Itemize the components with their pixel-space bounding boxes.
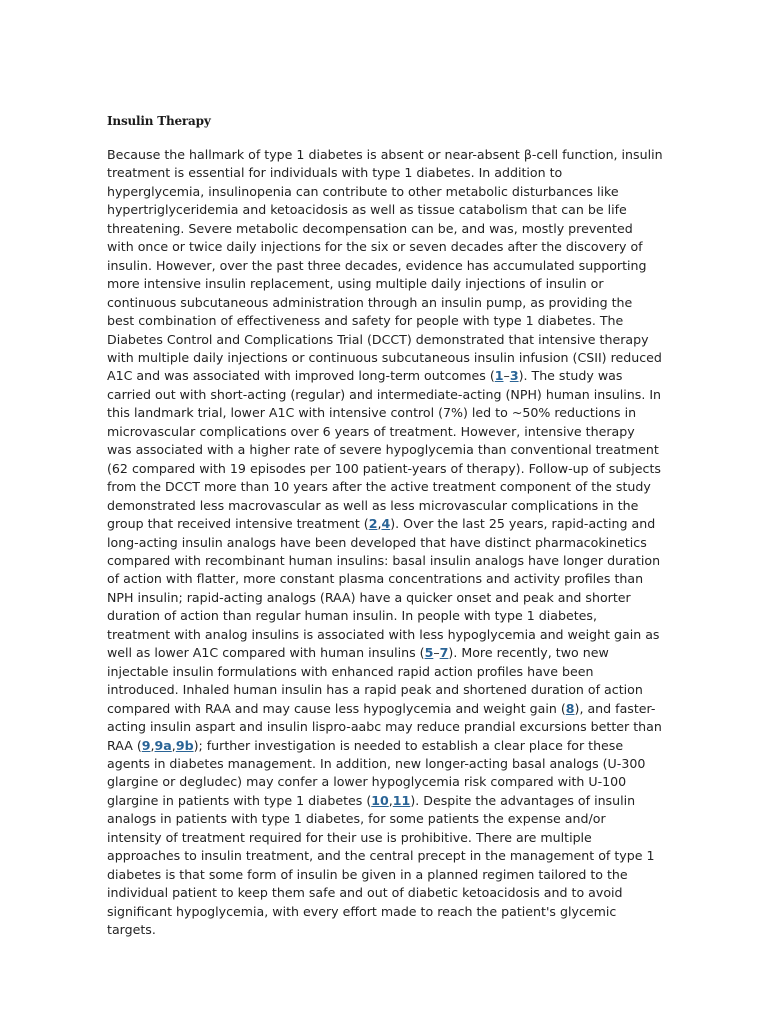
paragraph-text: ). More recently, two new injectable insulin formulations with enhanced rapid action profiles have been introduced. Inhaled human insulin has a rapid peak and shortened duration of action compared with RAA and may cause less hypoglycemia and weight gain ( — [107, 645, 643, 716]
paragraph-text: ), and faster-acting insulin aspart and insulin lispro-aabc may reduce prandial excursions better than RAA ( — [107, 700, 662, 753]
paragraph-text: – — [433, 645, 440, 661]
reference-link[interactable]: 4 — [381, 516, 391, 532]
paragraph-text: – — [503, 368, 510, 384]
reference-link[interactable]: 8 — [565, 700, 575, 716]
paragraph-text: ). Despite the advantages of insulin analogs in patients with type 1 diabetes, for some patients the expense and/or intensity of treatment required for their use is prohibitive. There are multiple approaches to insulin treatment, and the central precept in the management of type 1 diabetes is that some form of insulin be given in a planned regimen tailored to the individual patient to keep them safe and out of diabetic ketoacidosis and to avoid significant hypoglycemia, with every effort made to reach the patient's glycemic targets. — [107, 792, 655, 938]
paragraph-text: , — [171, 737, 176, 753]
reference-link[interactable]: 9b — [175, 737, 194, 753]
reference-link[interactable]: 9 — [141, 737, 151, 753]
paragraph-text: , — [377, 516, 382, 532]
paragraph-text: ). Over the last 25 years, rapid-acting and long-acting insulin analogs have been developed that have distinct pharmacokinetics compared with recombinant human insulins: basal insulin analogs have longer duration of action with flatter, more constant plasma concentrations and activity profiles than NPH insulin; rapid-acting analogs (RAA) have a quicker onset and peak and shorter duration of action than regular human insulin. In people with type 1 diabetes, treatment with analog insulins is associated with less hypoglycemia and weight gain as well as lower A1C compared with human insulins ( — [107, 516, 661, 661]
reference-link[interactable]: 3 — [509, 368, 519, 384]
paragraph-text: , — [150, 737, 155, 753]
section-heading: Insulin Therapy — [107, 114, 211, 128]
reference-link[interactable]: 1 — [494, 368, 504, 384]
body-paragraph — [107, 146, 663, 939]
paragraph-text: ). The study was carried out with short-acting (regular) and intermediate-acting (NPH) human insulins. In this landmark trial, lower A1C with intensive control (7%) led to ~50% reductions in microvascular complications over 6 years of treatment. However, intensive therapy was associated with a higher rate of severe hypoglycemia than conventional treatment (62 compared with 19 episodes per 100 patient-years of therapy). Follow-up of subjects from the DCCT more than 10 years after the active treatment component of the study demonstrated less macrovascular as well as less microvascular complications in the group that received intensive treatment ( — [107, 368, 662, 532]
reference-link[interactable]: 10 — [371, 792, 389, 808]
paragraph-text: Because the hallmark of type 1 diabetes is absent or near-absent β-cell function, insulin treatment is essential for individuals with type 1 diabetes. In addition to hyperglycemia, insulinopenia can contribute to other metabolic disturbances like hypertriglyceridemia and ketoacidosis as well as tissue catabolism that can be life threatening. Severe metabolic decompensation can be, and was, mostly prevented with once or twice daily injections for the six or seven decades after the discovery of insulin. However, over the past three decades, evidence has accumulated supporting more intensive insulin replacement, using multiple daily injections of insulin or continuous subcutaneous administration through an insulin pump, as providing the best combination of effectiveness and safety for people with type 1 diabetes. The Diabetes Control and Complications Trial (DCCT) demonstrated that intensive therapy with multiple daily injections or continuous subcutaneous insulin infusion (CSII) reduced A1C and was associated with improved long-term outcomes ( — [107, 147, 663, 384]
paragraph-text: ); further investigation is needed to establish a clear place for these agents in diabetes management. In addition, new longer-acting basal analogs (U-300 glargine or degludec) may confer a lower hypoglycemia risk compared with U-100 glargine in patients with type 1 diabetes ( — [107, 737, 646, 808]
document-page — [107, 114, 663, 939]
reference-link[interactable]: 7 — [439, 645, 449, 661]
reference-link[interactable]: 9a — [154, 737, 172, 753]
reference-link[interactable]: 5 — [424, 645, 434, 661]
paragraph-text: , — [388, 792, 393, 808]
reference-link[interactable]: 11 — [392, 792, 411, 808]
reference-link[interactable]: 2 — [368, 516, 378, 532]
